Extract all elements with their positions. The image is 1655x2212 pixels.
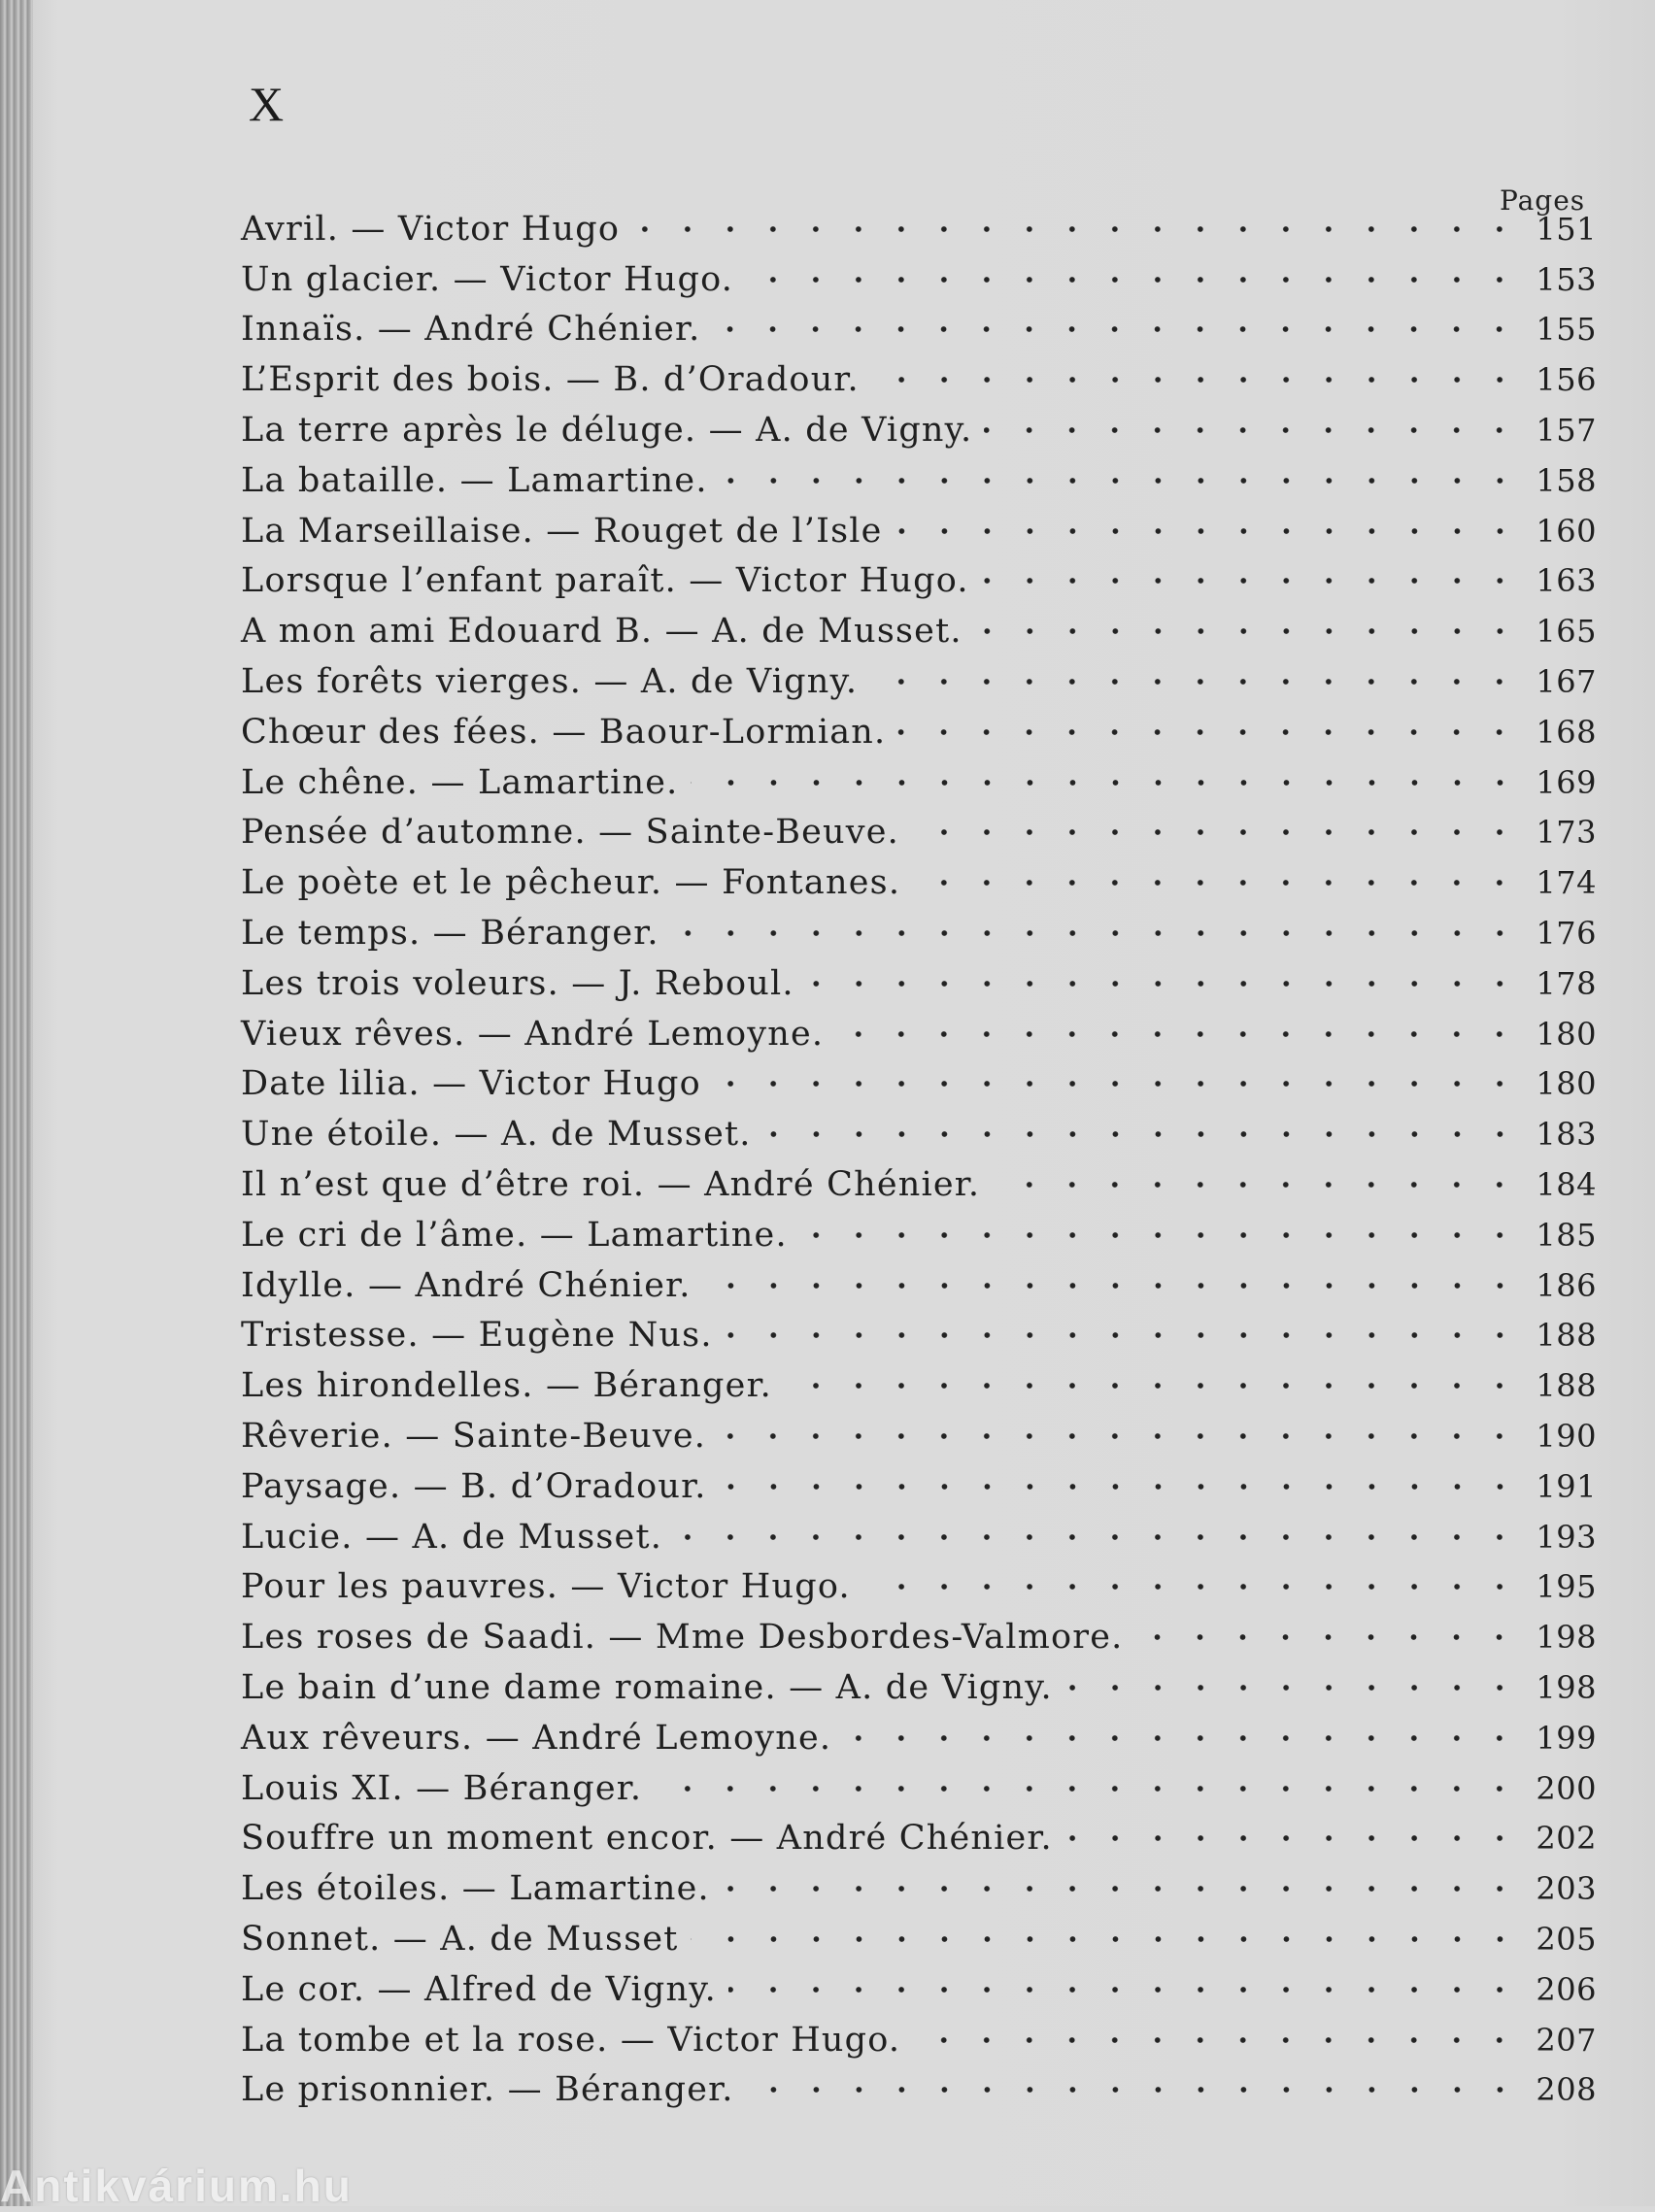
- toc-entry: [241, 808, 1597, 858]
- toc-entry: [241, 405, 1597, 455]
- toc-entry-page: 198: [1536, 1619, 1597, 1657]
- toc-entry-title: La tombe et la rose. — Victor Hugo.: [241, 2020, 901, 2060]
- toc-entry-title: Il n’est que d’être roi. — André Chénier.: [241, 1165, 981, 1205]
- toc-dot-leader: [712, 319, 1521, 339]
- toc-entry: [241, 1360, 1597, 1411]
- toc-dot-leader: [720, 471, 1521, 490]
- toc-entry-title: Paysage. — B. d’Oradour.: [241, 1466, 707, 1506]
- toc-entry-title: Lucie. — A. de Musset.: [241, 1517, 663, 1557]
- toc-entry-page: 207: [1536, 2021, 1597, 2059]
- toc-dot-leader: [806, 974, 1521, 993]
- toc-entry: [241, 1260, 1597, 1311]
- toc-entry: [241, 2015, 1597, 2065]
- toc-entry-title: Le poète et le pêcheur. — Fontanes.: [241, 863, 901, 903]
- toc-dot-leader: [671, 923, 1521, 943]
- toc-entry-page: 178: [1536, 964, 1597, 1002]
- toc-dot-leader: [799, 1225, 1521, 1245]
- toc-entry-page: 188: [1536, 1367, 1597, 1405]
- toc-entry-page: 157: [1536, 412, 1597, 450]
- toc-entry-page: 193: [1536, 1518, 1597, 1556]
- toc-entry-page: 165: [1536, 613, 1597, 651]
- toc-entry: [241, 656, 1597, 707]
- toc-entry-title: Les roses de Saadi. — Mme Desbordes-Valmore.: [241, 1618, 1124, 1658]
- toc-entry-page: 167: [1536, 663, 1597, 701]
- toc-entry-title: A mon ami Edouard B. — A. de Musset.: [241, 612, 963, 652]
- toc-entry: [241, 204, 1597, 254]
- toc-entry-title: Tristesse. — Eugène Nus.: [241, 1316, 713, 1356]
- toc-entry-title: Le bain d’une dame romaine. — A. de Vigny.: [241, 1668, 1053, 1707]
- toc-entry-title: Avril. — Victor Hugo: [241, 209, 621, 249]
- toc-entry: [241, 707, 1597, 757]
- toc-dot-leader: [911, 822, 1521, 842]
- toc-entry-title: Chœur des fées. — Baour-Lormian.: [241, 712, 887, 752]
- toc-dot-leader: [912, 873, 1521, 892]
- toc-dot-leader: [843, 1728, 1521, 1748]
- toc-entry: [241, 757, 1597, 808]
- toc-entry: [241, 908, 1597, 958]
- toc-entry: [241, 506, 1597, 556]
- toc-dot-leader: [654, 1779, 1521, 1798]
- toc-dot-leader: [703, 1276, 1521, 1295]
- toc-entry: [241, 1059, 1597, 1110]
- toc-entry-title: Pour les pauvres. — Victor Hugo.: [241, 1567, 851, 1607]
- toc-dot-leader: [992, 1175, 1521, 1194]
- toc-entry: [241, 1713, 1597, 1763]
- toc-dot-leader: [912, 2030, 1521, 2050]
- toc-entry: [241, 958, 1597, 1009]
- toc-entry-page: 190: [1536, 1418, 1597, 1456]
- toc-dot-leader: [897, 722, 1521, 742]
- toc-entry-title: Pensée d’automne. — Sainte-Beuve.: [241, 813, 900, 853]
- toc-entry-page: 156: [1536, 361, 1597, 399]
- toc-entry: [241, 1914, 1597, 1964]
- toc-entry-page: 198: [1536, 1669, 1597, 1706]
- toc-dot-leader: [713, 1074, 1521, 1093]
- toc-entry: [241, 857, 1597, 908]
- toc-dot-leader: [631, 219, 1521, 239]
- toc-dot-leader: [862, 1577, 1521, 1596]
- toc-entry: [241, 1763, 1597, 1814]
- toc-dot-leader: [974, 621, 1521, 641]
- toc-entry: [241, 606, 1597, 656]
- toc-entry-title: Le prisonnier. — Béranger.: [241, 2070, 734, 2110]
- toc-entry: [241, 1863, 1597, 1914]
- toc-entry-page: 180: [1536, 1015, 1597, 1053]
- toc-dot-leader: [719, 1477, 1521, 1496]
- toc-dot-leader: [1064, 1678, 1521, 1697]
- toc-dot-leader: [784, 1376, 1521, 1395]
- toc-dot-leader: [674, 1527, 1521, 1547]
- toc-entry: [241, 1964, 1597, 2015]
- toc-entry: [241, 1512, 1597, 1562]
- pages-column-label: Pages: [1500, 184, 1586, 217]
- table-of-contents: [241, 204, 1597, 2115]
- toc-entry-page: 151: [1536, 210, 1597, 248]
- toc-entry-title: Le chêne. — Lamartine.: [241, 762, 679, 802]
- toc-entry: [241, 1109, 1597, 1159]
- toc-entry-title: Aux rêveurs. — André Lemoyne.: [241, 1718, 832, 1758]
- toc-entry-title: Une étoile. — A. de Musset.: [241, 1115, 752, 1155]
- toc-entry: [241, 1210, 1597, 1260]
- toc-entry: [241, 2064, 1597, 2115]
- toc-entry-page: 168: [1536, 713, 1597, 751]
- toc-entry-title: Innaïs. — André Chénier.: [241, 310, 701, 350]
- toc-entry-page: 180: [1536, 1065, 1597, 1103]
- toc-entry-title: Lorsque l’enfant paraît. — Victor Hugo.: [241, 561, 969, 601]
- toc-entry-title: L’Esprit des bois. — B. d’Oradour.: [241, 360, 860, 400]
- toc-entry-page: 155: [1536, 311, 1597, 349]
- toc-dot-leader: [981, 571, 1521, 590]
- toc-dot-leader: [725, 1325, 1521, 1345]
- toc-entry-page: 185: [1536, 1216, 1597, 1254]
- toc-entry: [241, 254, 1597, 305]
- toc-dot-leader: [895, 521, 1521, 541]
- toc-entry-page: 191: [1536, 1467, 1597, 1505]
- toc-dot-leader: [728, 1980, 1521, 1999]
- toc-entry-page: 153: [1536, 260, 1597, 298]
- toc-entry-page: 188: [1536, 1317, 1597, 1355]
- toc-dot-leader: [746, 2080, 1521, 2099]
- toc-entry: [241, 455, 1597, 506]
- toc-entry-page: 208: [1536, 2071, 1597, 2109]
- toc-entry: [241, 1814, 1597, 1864]
- toc-entry-page: 169: [1536, 763, 1597, 801]
- toc-entry-title: Date lilia. — Victor Hugo: [241, 1064, 701, 1104]
- toc-entry-page: 174: [1536, 864, 1597, 902]
- toc-entry: [241, 1411, 1597, 1461]
- toc-entry-title: Rêverie. — Sainte-Beuve.: [241, 1417, 707, 1457]
- toc-entry-page: 202: [1536, 1820, 1597, 1858]
- toc-entry-page: 203: [1536, 1870, 1597, 1908]
- toc-entry-title: La bataille. — Lamartine.: [241, 460, 708, 500]
- toc-entry: [241, 1612, 1597, 1662]
- toc-entry-title: La Marseillaise. — Rouget de l’Isle: [241, 511, 883, 551]
- toc-dot-leader: [871, 370, 1521, 389]
- toc-entry-page: 195: [1536, 1568, 1597, 1606]
- toc-entry-page: 163: [1536, 562, 1597, 600]
- toc-dot-leader: [984, 420, 1521, 440]
- toc-entry-page: 176: [1536, 915, 1597, 953]
- toc-entry: [241, 556, 1597, 607]
- toc-entry-title: Souffre un moment encor. — André Chénier.: [241, 1819, 1053, 1859]
- toc-dot-leader: [691, 773, 1521, 792]
- toc-entry-page: 200: [1536, 1769, 1597, 1807]
- toc-entry-title: Le cor. — Alfred de Vigny.: [241, 1969, 717, 2009]
- toc-entry-title: Les hirondelles. — Béranger.: [241, 1366, 772, 1406]
- toc-dot-leader: [691, 1929, 1521, 1949]
- toc-dot-leader: [763, 1124, 1521, 1144]
- toc-entry-title: La terre après le déluge. — A. de Vigny.: [241, 411, 973, 451]
- toc-entry-title: Vieux rêves. — André Lemoyne.: [241, 1014, 825, 1054]
- toc-entry-title: Les trois voleurs. — J. Reboul.: [241, 963, 794, 1003]
- watermark: Antikvárium.hu: [0, 2161, 353, 2211]
- toc-entry: [241, 1311, 1597, 1361]
- toc-entry: [241, 354, 1597, 405]
- toc-entry-title: Idylle. — André Chénier.: [241, 1265, 692, 1305]
- toc-entry: [241, 1009, 1597, 1059]
- toc-entry: [241, 1662, 1597, 1713]
- book-spine: [0, 0, 33, 2206]
- toc-entry-page: 183: [1536, 1116, 1597, 1154]
- toc-dot-leader: [1064, 1828, 1521, 1848]
- toc-entry: [241, 305, 1597, 355]
- toc-entry-title: Les forêts vierges. — A. de Vigny.: [241, 662, 859, 702]
- toc-entry-title: Sonnet. — A. de Musset: [241, 1919, 679, 1959]
- toc-entry-page: 205: [1536, 1920, 1597, 1958]
- toc-entry-page: 184: [1536, 1166, 1597, 1204]
- toc-dot-leader: [718, 1426, 1521, 1446]
- toc-entry-title: Louis XI. — Béranger.: [241, 1768, 643, 1808]
- toc-dot-leader: [1134, 1627, 1521, 1647]
- toc-dot-leader: [722, 1879, 1521, 1898]
- toc-dot-leader: [869, 672, 1521, 691]
- toc-entry-title: Le cri de l’âme. — Lamartine.: [241, 1215, 788, 1255]
- toc-entry-title: Un glacier. — Victor Hugo.: [241, 259, 734, 299]
- toc-entry-title: Les étoiles. — Lamartine.: [241, 1869, 710, 1909]
- toc-entry-page: 173: [1536, 814, 1597, 852]
- toc-entry-page: 158: [1536, 461, 1597, 499]
- page-number: X: [249, 77, 285, 131]
- toc-entry: [241, 1461, 1597, 1512]
- toc-entry: [241, 1159, 1597, 1210]
- toc-entry-page: 160: [1536, 512, 1597, 550]
- toc-entry-page: 186: [1536, 1266, 1597, 1304]
- toc-entry-page: 206: [1536, 1970, 1597, 2008]
- toc-entry-page: 199: [1536, 1719, 1597, 1757]
- toc-entry-title: Le temps. — Béranger.: [241, 914, 659, 954]
- toc-dot-leader: [745, 270, 1521, 289]
- toc-entry: [241, 1562, 1597, 1613]
- toc-dot-leader: [835, 1024, 1521, 1044]
